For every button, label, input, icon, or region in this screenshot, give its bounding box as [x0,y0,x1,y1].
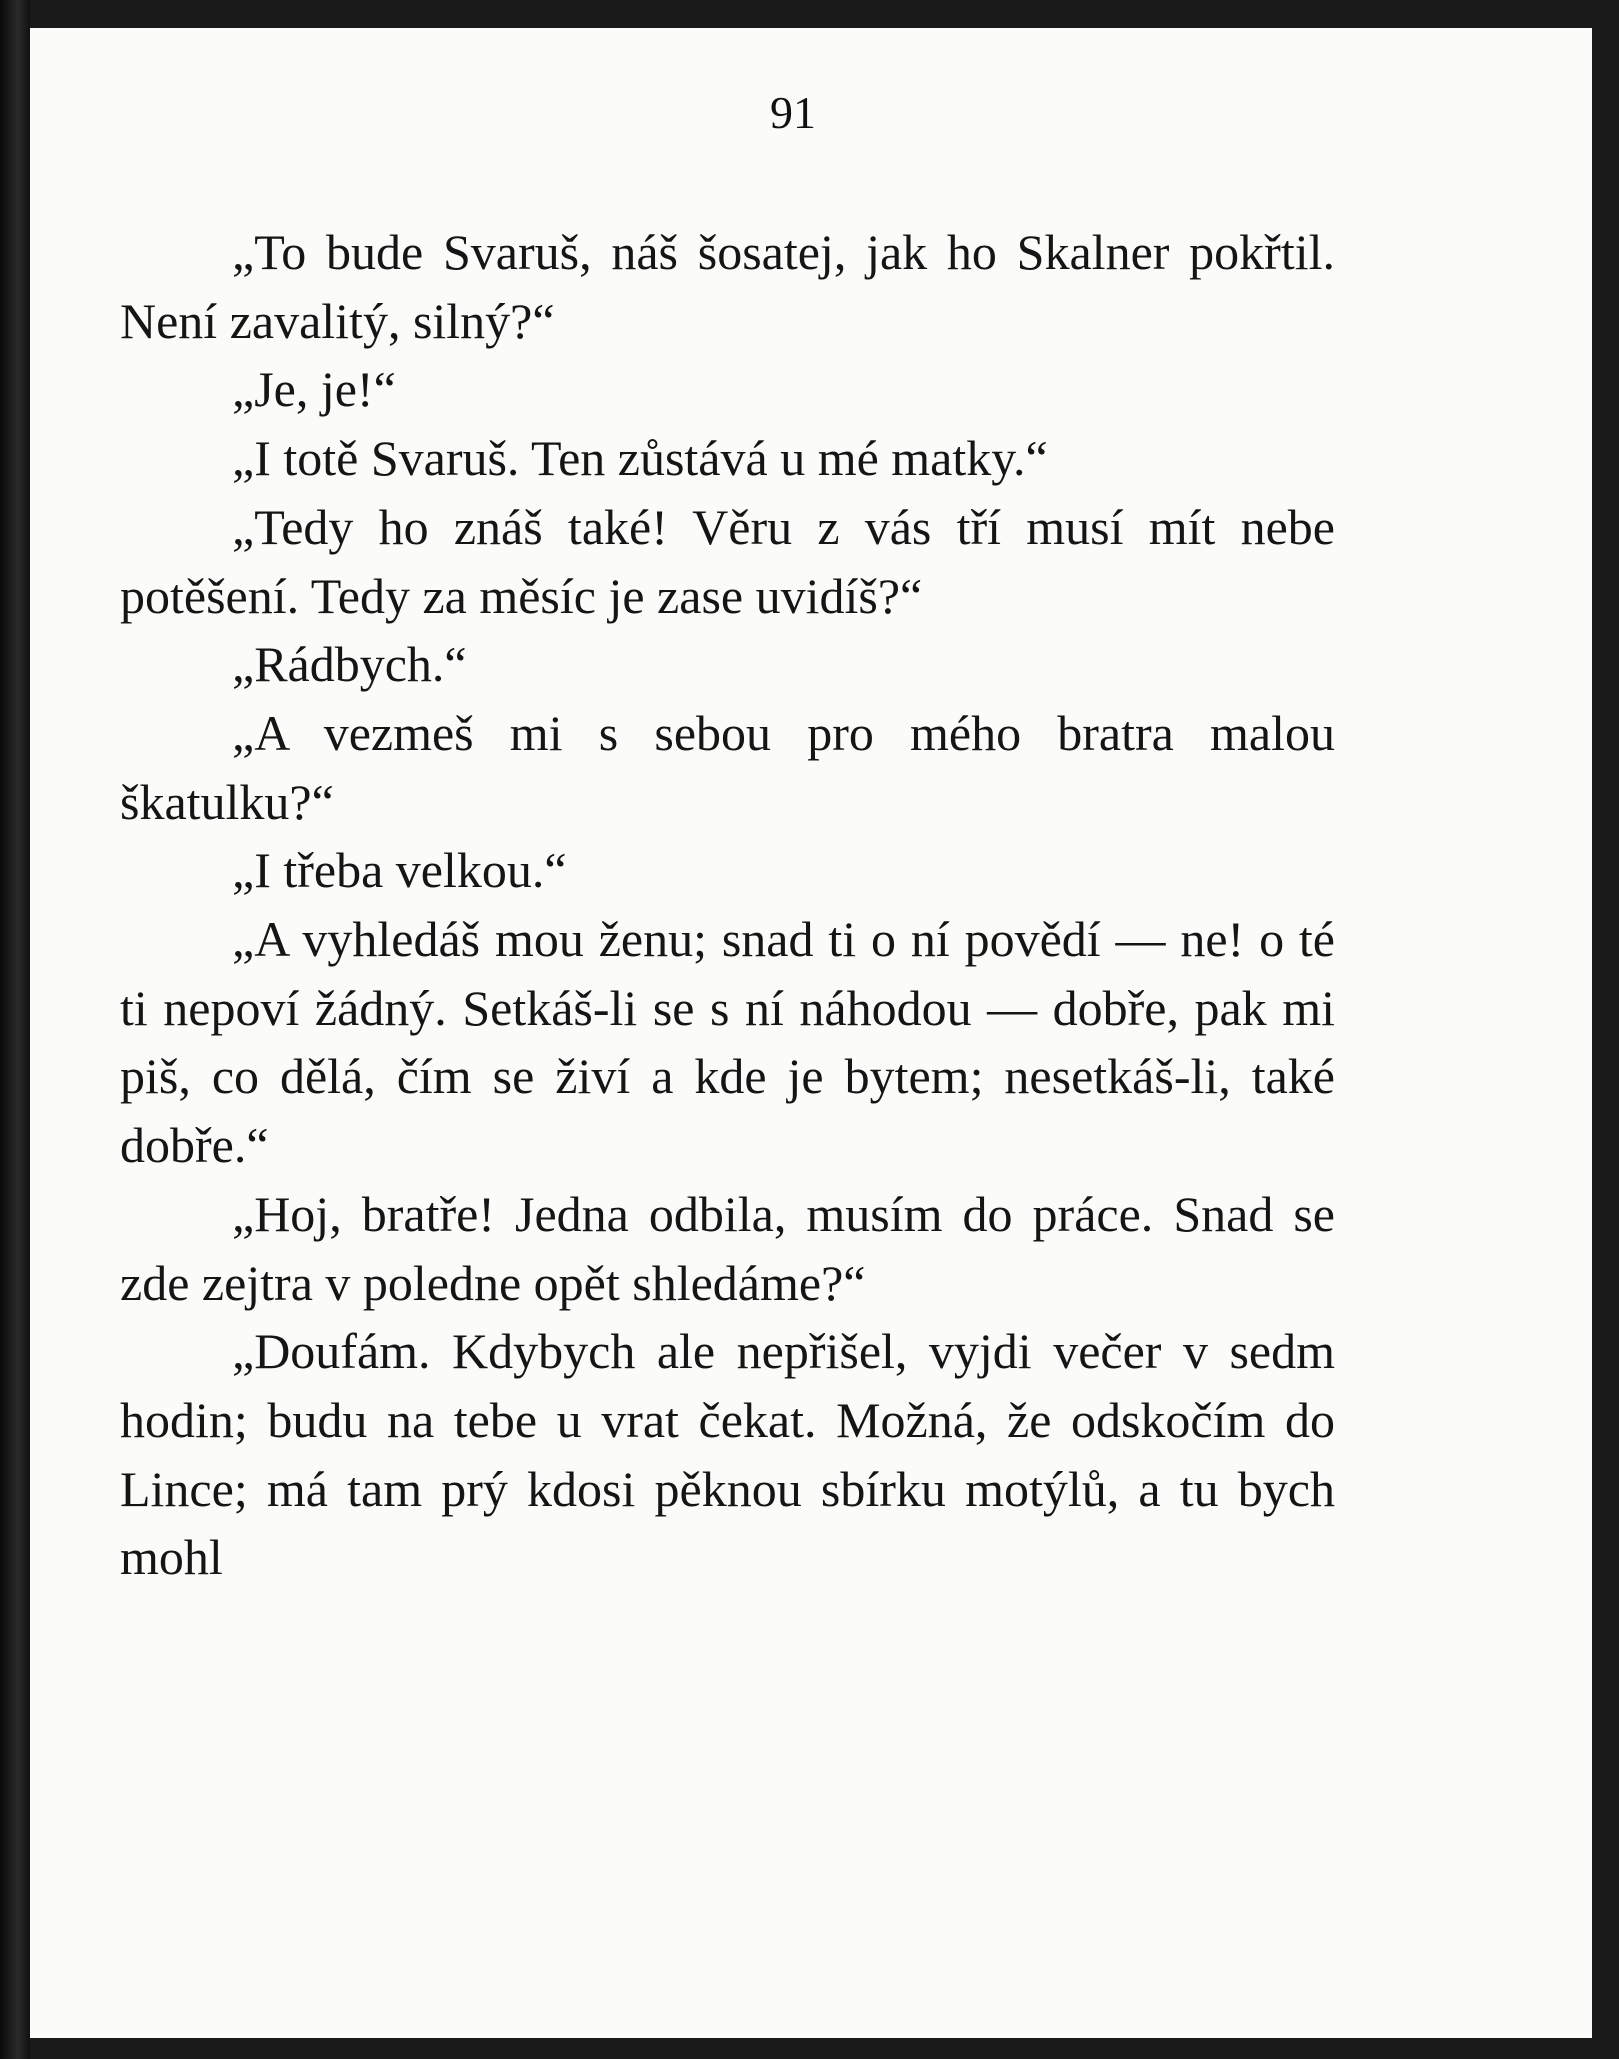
book-spine-edge [0,0,30,2059]
page-number: 91 [770,87,816,138]
paragraph: „To bude Svaruš, náš šosatej, jak ho Skalner pokřtil. Není zavalitý, silný?“ [120,224,1335,349]
page-text [120,218,1335,1592]
paragraph: „Rádbych.“ [232,636,467,693]
book-page [30,28,1592,2038]
paragraph: „Tedy ho znáš také! Věru z vás tří musí mít nebe potěšení. Tedy za měsíc je zase uvidíš?“ [120,498,1335,624]
paragraph: „I třeba velkou.“ [232,842,567,899]
paragraph: „A vyhledáš mou ženu; snad ti o ní povědí — ne! o té ti nepoví žádný. Setkáš-li se s ní náhodou — dobře, pak mi piš, co dělá, čím se živí a kde je bytem; nesetkáš-li, také dobře.“ [120,911,1335,1174]
paragraph: „Doufám. Kdybych ale nepřišel, vyjdi večer v sedm hodin; budu na tebe u vrat čekat. Možná, že odskočím do Lince; má tam prý kdosi pěknou sbírku motýlů, a tu bych mohl [120,1323,1335,1586]
paragraph: „Je, je!“ [232,361,396,418]
paragraph: „I totě Svaruš. Ten zůstává u mé matky.“ [232,430,1048,487]
paragraph: „Hoj, bratře! Jedna odbila, musím do práce. Snad se zde zejtra v poledne opět shledáme?“ [120,1185,1335,1311]
paragraph: „A vezmeš mi s sebou pro mého bratra malou škatulku?“ [120,704,1335,830]
